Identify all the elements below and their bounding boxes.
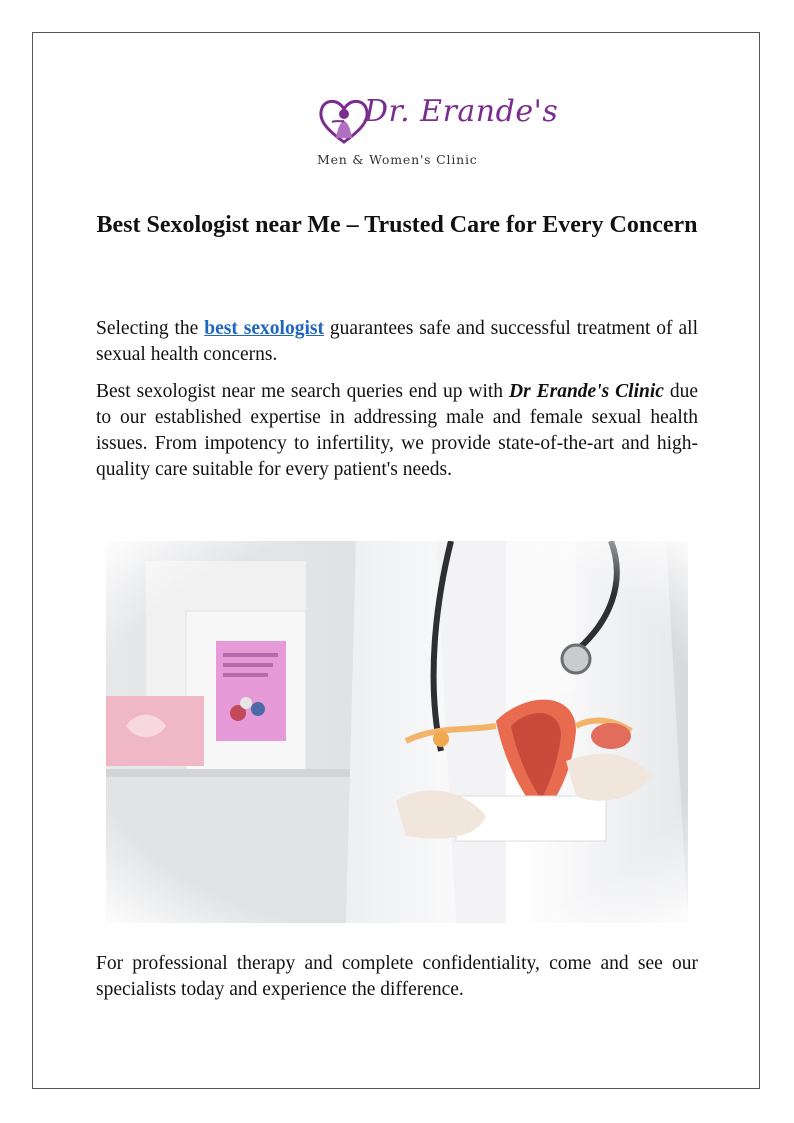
clinic-name-emphasis: Dr Erande's Clinic [509, 381, 664, 402]
intro-paragraph [96, 316, 698, 368]
intro-text-before: Selecting the [96, 318, 205, 339]
body-text-before: Best sexologist near me search queries end up with [96, 381, 509, 402]
logo-name: Dr. Erande's [364, 94, 559, 129]
body-paragraph [96, 379, 698, 483]
body-text-after: due to our established expertise in addressing male and female sexual health issues. From impotency to infertility, we provide state-of-the-art and high-quality care suitable for every patient's needs. [96, 381, 698, 480]
logo-tagline: Men & Women's Clinic [317, 152, 478, 167]
doctor-holding-uterus-model-image [106, 541, 688, 923]
intro-text-after: guarantees safe and successful treatment of all sexual health concerns. [96, 318, 698, 365]
best-sexologist-link[interactable]: best sexologist [204, 318, 324, 339]
clinic-logo [314, 92, 559, 172]
page-title: Best Sexologist near Me – Trusted Care for Every Concern [96, 212, 698, 238]
closing-paragraph: For professional therapy and complete confidentiality, come and see our specialists today and experience the difference. [96, 953, 698, 1000]
